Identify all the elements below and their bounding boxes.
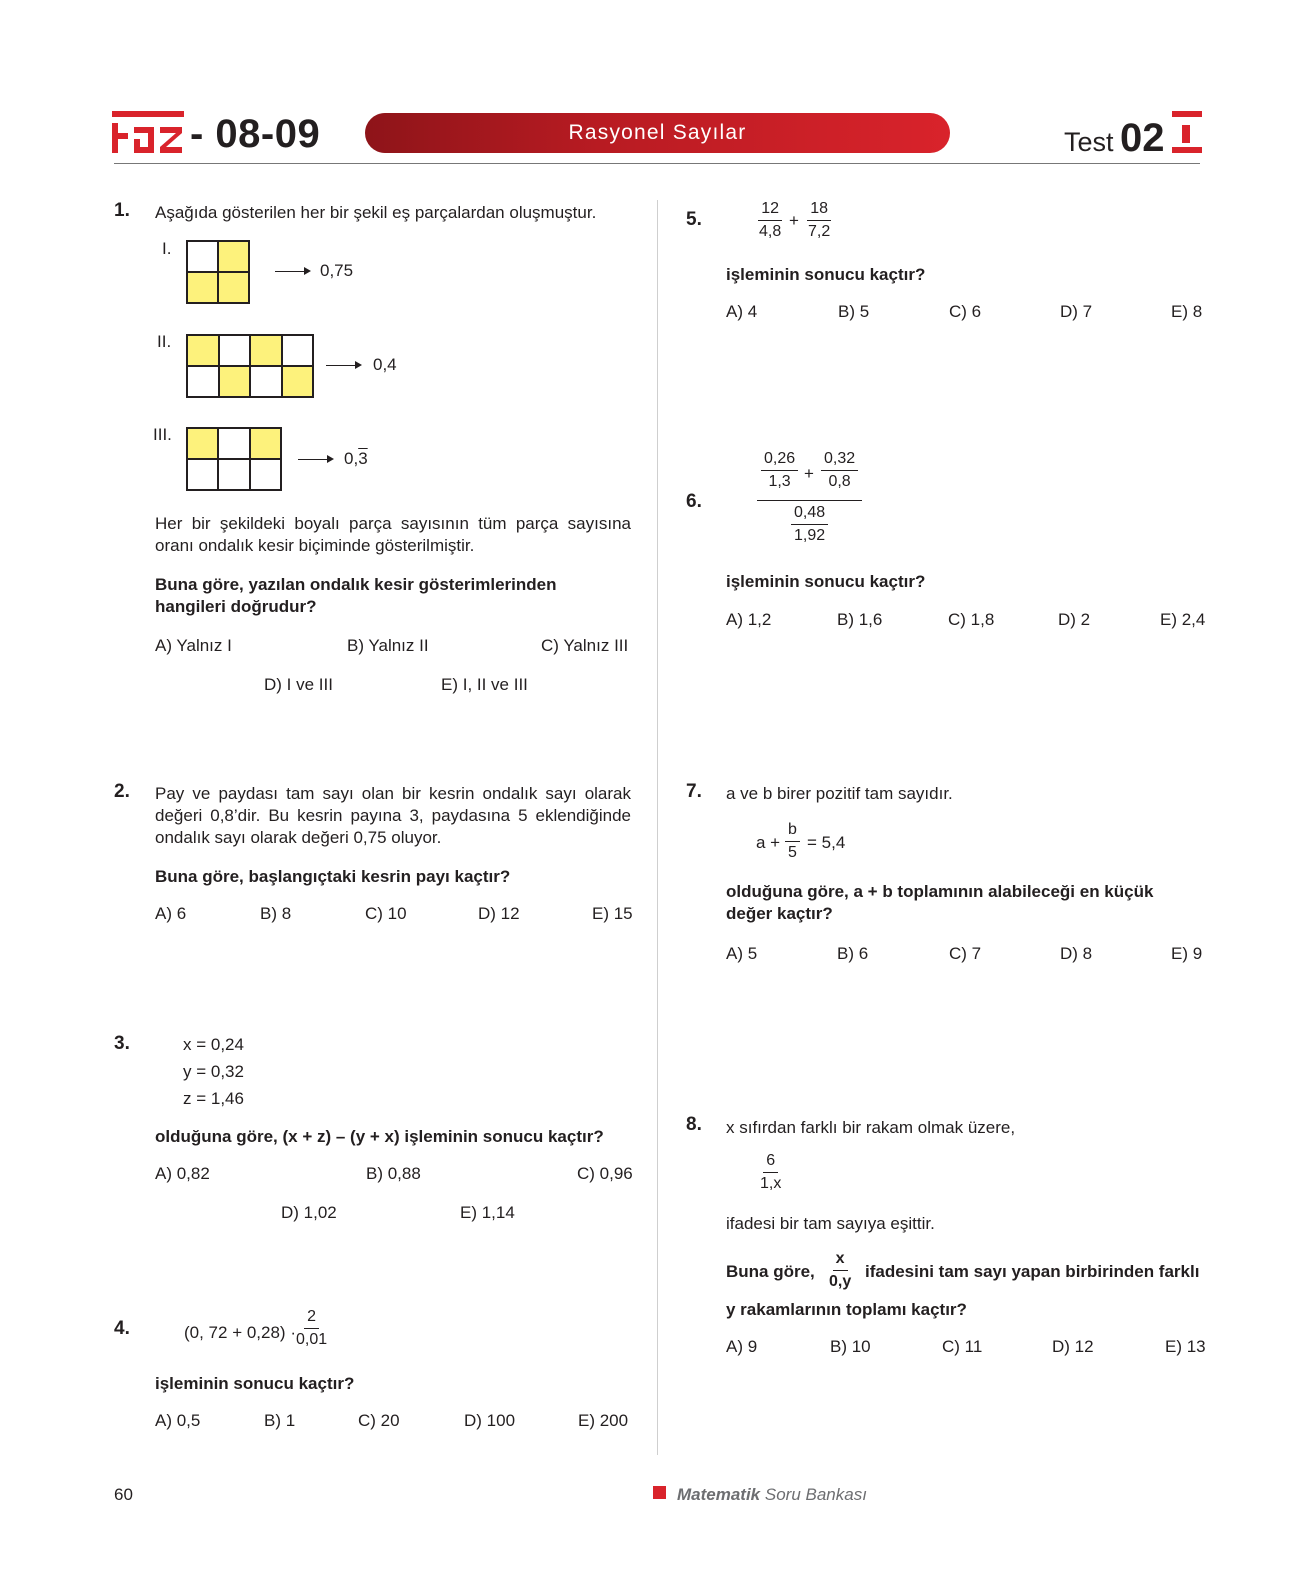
arrow-icon [326,365,360,366]
q6-fraction-b [821,448,858,493]
q4-question: işleminin sonucu kaçtır? [155,1374,355,1393]
q5-f1-den: 4,8 [759,223,782,240]
q8-option-c[interactable]: C) 11 [942,1337,983,1356]
q2-question: Buna göre, başlangıçtaki kesrin payı kaçtır? [155,867,511,886]
q8-line2: ifadesi bir tam sayıya eşittir. [726,1214,935,1233]
q8-frac-den: 1,x [760,1175,782,1192]
grade-label: - 08-09 [190,112,321,156]
q4-option-c[interactable]: C) 20 [358,1411,400,1430]
q8-question-pre: Buna göre, [726,1262,815,1281]
q8-frac-num: 6 [763,1150,778,1173]
q7-question: olduğuna göre, a + b toplamının alabileceği en küçük değer kaçtır? [726,882,1154,923]
q2-text: Pay ve paydası tam sayı olan bir kesrin ondalık sayı olarak değeri 0,8’dir. Bu kesrin payına 3, paydasına 5 eklendiğinde ondalık sayı olarak değeri 0,75 oluyor. [155,784,631,847]
q1-intro: Aşağıda gösterilen her bir şekil eş parçalardan oluşmuştur. [155,203,597,222]
q1-number: 1. [114,200,130,221]
q8-question-fraction [826,1248,854,1293]
q3-line-z: z = 1,46 [183,1089,244,1108]
q1-option-c[interactable]: C) Yalnız III [541,636,629,655]
footer-book-rest: Soru Bankası [764,1485,867,1504]
q1-option-a[interactable]: A) Yalnız I [155,636,232,655]
topic-title: Rasyonel Sayılar [568,121,747,144]
q5-fraction-2 [805,198,833,243]
q3-line-y: y = 0,32 [183,1062,244,1081]
q7-option-d[interactable]: D) 8 [1060,944,1093,963]
q8-q-frac-den: 0,y [829,1273,852,1290]
q6-option-b[interactable]: B) 1,6 [837,610,883,629]
q4-frac-den: 0,01 [296,1331,328,1348]
q5-option-b[interactable]: B) 5 [838,302,870,321]
q6-question: işleminin sonucu kaçtır? [726,572,926,591]
q5-option-c[interactable]: C) 6 [949,302,982,321]
q7-fraction [785,819,800,864]
q5-question: işleminin sonucu kaçtır? [726,265,926,284]
page-number: 60 [114,1485,133,1504]
test-number: 02 [1120,116,1165,160]
q7-eq-right: = 5,4 [807,833,846,852]
q6-c-num: 0,48 [791,502,828,525]
q2-option-d[interactable]: D) 12 [478,904,520,923]
q8-q-frac-num: x [833,1248,848,1271]
footer-book-bold: Matematik [677,1485,761,1504]
q7-frac-num: b [785,819,800,842]
q3-line-x: x = 0,24 [183,1035,244,1054]
q7-option-e[interactable]: E) 9 [1171,944,1203,963]
q3-option-e[interactable]: E) 1,14 [460,1203,515,1222]
q7-number: 7. [686,781,702,802]
q2-option-a[interactable]: A) 6 [155,904,187,923]
q5-option-e[interactable]: E) 8 [1171,302,1203,321]
q8-option-e[interactable]: E) 13 [1165,1337,1206,1356]
q8-option-a[interactable]: A) 9 [726,1337,758,1356]
q8-option-b[interactable]: B) 10 [830,1337,871,1356]
q1-fig1-label: I. [162,239,172,258]
q5-option-a[interactable]: A) 4 [726,302,758,321]
q6-b-num: 0,32 [821,448,858,471]
q7-option-c[interactable]: C) 7 [949,944,982,963]
arrow-icon [298,459,332,460]
footer-square-icon [653,1486,666,1499]
q5-number: 5. [686,209,702,230]
q8-fraction [757,1150,784,1195]
q6-option-a[interactable]: A) 1,2 [726,610,772,629]
test-label: Test [1064,127,1114,157]
q6-option-d[interactable]: D) 2 [1058,610,1091,629]
q4-number: 4. [114,1318,130,1339]
topic-banner [365,113,950,153]
q4-option-b[interactable]: B) 1 [264,1411,296,1430]
q1-fig3-label: III. [153,425,172,444]
header-rule [114,163,1200,164]
q4-fraction [293,1306,330,1351]
q2-option-e[interactable]: E) 15 [592,904,633,923]
q4-frac-num: 2 [304,1306,319,1329]
q4-option-a[interactable]: A) 0,5 [155,1411,201,1430]
q1-figure-1 [186,240,250,304]
q8-option-d[interactable]: D) 12 [1052,1337,1094,1356]
q7-intro: a ve b birer pozitif tam sayıdır. [726,784,953,803]
q1-option-b[interactable]: B) Yalnız II [347,636,429,655]
q1-paragraph: Her bir şekildeki boyalı parça sayısının tüm parça sayısına oranı ondalık kesir biçiminde gösterilmiştir. [155,514,631,555]
q1-fig1-value: 0,75 [320,261,354,280]
q4-expression: (0, 72 + 0,28) · [184,1323,296,1342]
q1-option-d[interactable]: D) I ve III [264,675,333,694]
q6-a-den: 1,3 [768,473,791,490]
q1-fig2-value: 0,4 [373,355,397,374]
q6-c-den: 1,92 [794,527,826,544]
q3-option-b[interactable]: B) 0,88 [366,1164,421,1183]
test-mark-icon [1172,111,1202,153]
q8-question-line2: y rakamlarının toplamı kaçtır? [726,1300,967,1319]
column-divider [657,200,658,1455]
q1-figure-2 [186,334,314,398]
q1-question: Buna göre, yazılan ondalık kesir gösterimlerinden hangileri doğrudur? [155,575,557,616]
q5-f1-num: 12 [758,198,782,221]
q1-fig2-label: II. [157,332,172,351]
q5-f2-num: 18 [807,198,831,221]
q8-intro: x sıfırdan farklı bir rakam olmak üzere, [726,1118,1016,1137]
q1-fig3-value: 0,3 [344,449,368,468]
q6-option-c[interactable]: C) 1,8 [948,610,995,629]
q1-option-e[interactable]: E) I, II ve III [441,675,528,694]
q3-question: olduğuna göre, (x + z) – (y + x) işleminin sonucu kaçtır? [155,1127,604,1146]
footer-book-title [677,1484,867,1506]
q3-number: 3. [114,1033,130,1054]
q6-a-num: 0,26 [761,448,798,471]
q7-eq-left: a + [756,833,781,852]
q6-option-e[interactable]: E) 2,4 [1160,610,1206,629]
q8-number: 8. [686,1114,702,1135]
q5-plus: + [789,211,799,230]
arrow-icon [275,271,309,272]
q5-option-d[interactable]: D) 7 [1060,302,1093,321]
q4-option-e[interactable]: E) 200 [578,1411,629,1430]
q4-option-d[interactable]: D) 100 [464,1411,516,1430]
q2-option-c[interactable]: C) 10 [365,904,407,923]
q2-number: 2. [114,781,130,802]
q2-option-b[interactable]: B) 8 [260,904,292,923]
q5-f2-den: 7,2 [808,223,831,240]
q7-option-b[interactable]: B) 6 [837,944,869,963]
q6-fraction-a [761,448,798,493]
q3-option-d[interactable]: D) 1,02 [281,1203,337,1222]
q5-fraction-1 [756,198,784,243]
q6-main-fraction-bar [757,500,862,501]
q7-frac-den: 5 [788,844,797,861]
q8-question-post: ifadesini tam sayı yapan birbirinden farklı [865,1262,1200,1281]
q6-plus: + [804,464,814,483]
q6-number: 6. [686,491,702,512]
q6-fraction-c [791,502,828,547]
q7-option-a[interactable]: A) 5 [726,944,758,963]
q3-option-c[interactable]: C) 0,96 [577,1164,633,1183]
q3-option-a[interactable]: A) 0,82 [155,1164,210,1183]
faz-logo [112,111,184,153]
q6-b-den: 0,8 [828,473,851,490]
q1-figure-3 [186,427,282,491]
